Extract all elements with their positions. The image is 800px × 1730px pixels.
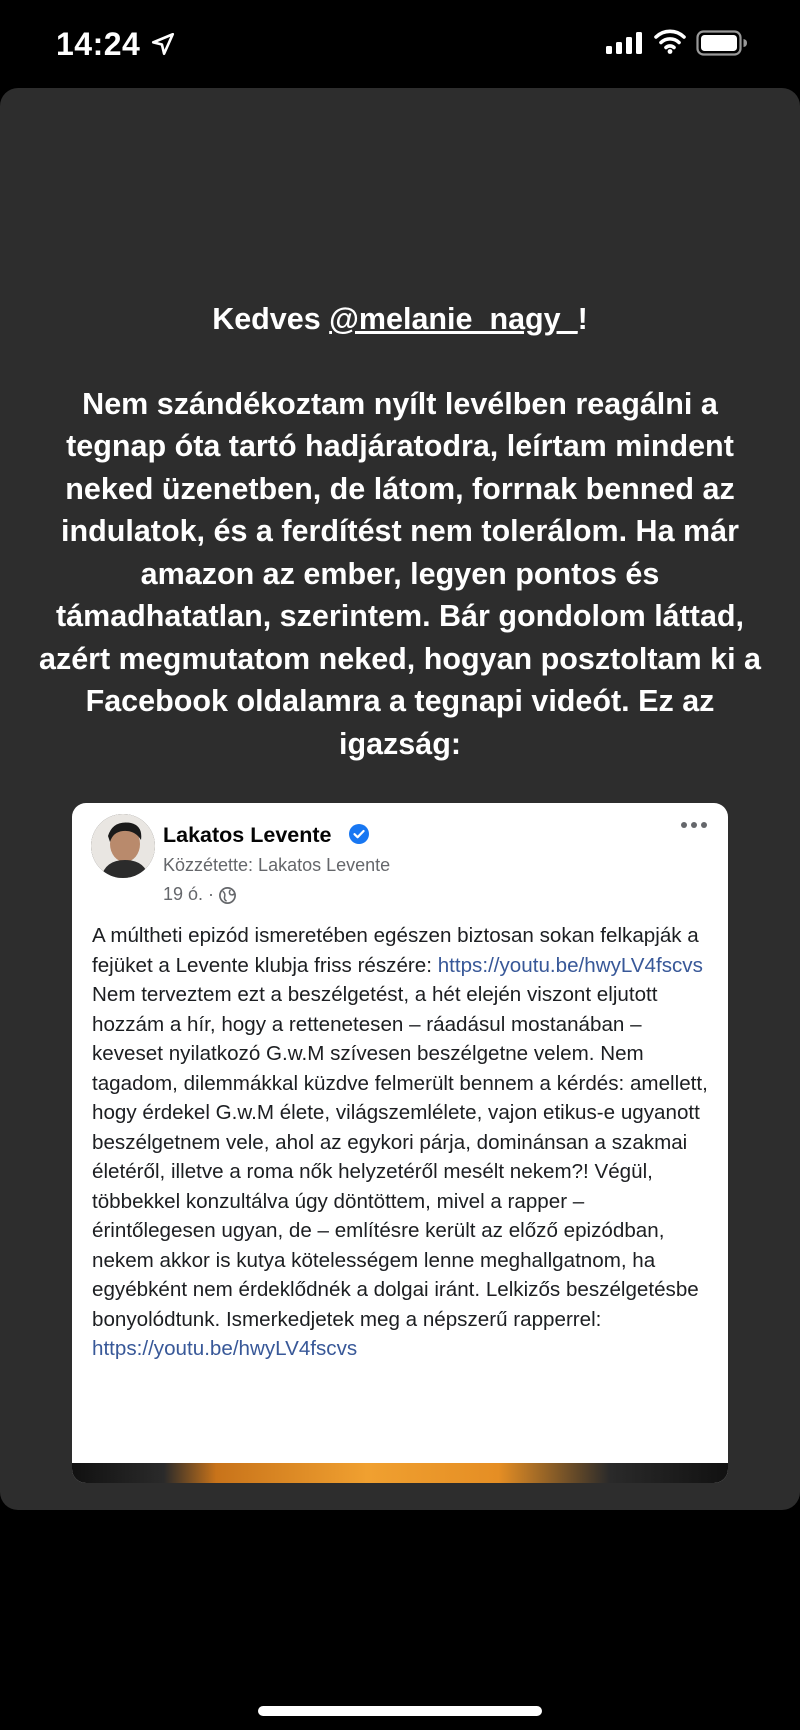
post-link-2[interactable]: https://youtu.be/hwyLV4fscvs (92, 1337, 358, 1360)
avatar (91, 814, 155, 878)
post-paragraph-1 (92, 921, 712, 980)
status-time: 14:24 (56, 26, 141, 62)
profile-photo-icon (91, 814, 155, 878)
greeting-prefix: Kedves (212, 302, 330, 336)
home-indicator[interactable] (258, 1706, 542, 1716)
greeting-line (30, 298, 770, 341)
story-text (30, 298, 770, 765)
cellular-signal-icon (606, 32, 642, 54)
post-text-2: Nem terveztem ezt a beszélgetést, a hét elején viszont eljutott hozzám a hír, hogy a rettenetesen – ráadásul mostanában – keveset nyilatkozó G.w.M szívesen beszélgetne velem. Nem tagadom, dilemmákkal küzdve felmerült bennem a kérdés: amellett, hogy érdekel G.w.M élete, világszemlélete, vajon etikus-e ugyanott beszélgetnem vele, ahol az egykori párja, dominánsan a szakmai életéről, illetve a roma nők helyzetéről mesélt nekem?! Végül, többekkel konzultálva úgy döntöttem, mivel a rapper – érintőlegesen ugyan, de – említésre került az előző epizódban, nekem akkor is kutya kötelességem lenne meghallgatnom, ha egyébként nem érdeklődnék a dolgai iránt. Lelkizős beszélgetésbe bonyolódtunk. Ismerkedjetek meg a népszerű rapperrel: (92, 983, 708, 1331)
facebook-post-card (72, 803, 728, 1483)
post-author[interactable]: Lakatos Levente (163, 823, 332, 847)
post-text-1: A múltheti epizód ismeretében egészen biztosan sokan felkapják a fejüket a Levente klubja friss részére: (92, 924, 699, 977)
mention-link[interactable]: @melanie_nagy_ (329, 302, 578, 336)
verified-badge-icon (348, 823, 370, 845)
status-bar (0, 0, 800, 88)
video-preview-thumbnail[interactable] (72, 1463, 728, 1483)
greeting-suffix: ! (577, 302, 588, 336)
post-paragraph-2 (92, 980, 712, 1364)
location-arrow-icon (150, 31, 176, 57)
battery-icon (696, 30, 748, 56)
post-meta (163, 884, 237, 905)
more-options-icon[interactable] (679, 818, 709, 832)
posted-by: Közzétette: Lakatos Levente (163, 855, 391, 875)
letter-text: Nem szándékoztam nyílt levélben reagálni a tegnap óta tartó hadjáratodra, leírtam mindent neked üzenetben, de látom, forrnak benned az indulatok, és a ferdítést nem tolerálom. Ha már amazon az ember, legyen pontos és támadhatatlan, szerintem. Bár gondolom láttad, azért megmutatom neked, hogyan posztoltam ki a Facebook oldalamra a tegnapi videót. Ez az igazság: (39, 386, 761, 761)
post-time[interactable]: 19 ó. · (163, 884, 215, 904)
wifi-icon (654, 28, 686, 54)
globe-icon (218, 886, 237, 905)
post-link-1[interactable]: https://youtu.be/hwyLV4fscvs (437, 953, 703, 977)
post-body (92, 921, 712, 1364)
